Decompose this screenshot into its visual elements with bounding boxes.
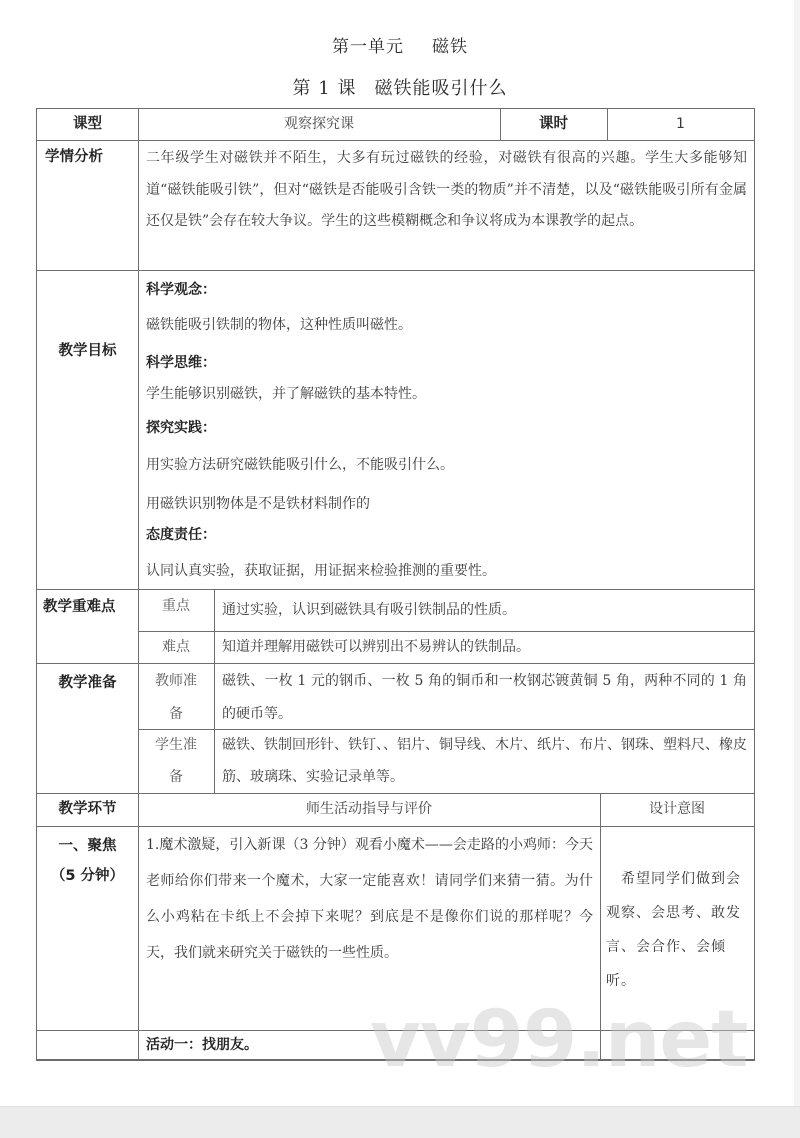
preparation-label: 教学准备 bbox=[58, 675, 117, 691]
objective-line: 用磁铁识别物体是不是铁材料制作的 bbox=[146, 496, 370, 512]
objective-line: 学生能够识别磁铁，并了解磁铁的基本特性。 bbox=[146, 386, 426, 402]
lesson-plan-table bbox=[36, 108, 755, 1061]
stage-1-activity: 1.魔术激疑，引入新课（3 分钟）观看小魔术——会走路的小鸡师：今天老师给你们带来一个魔术，大家一定能喜欢！请同学们来猜一猜。为什么小鸡粘在卡纸上不会掉下来呢？到底是不是像你们说的那样呢？今天，我们就来研究关于磁铁的一些性质。 bbox=[146, 837, 593, 961]
objective-heading-attitude: 态度责任： bbox=[146, 527, 216, 543]
lesson-name: 磁铁能吸引什么 bbox=[374, 78, 508, 99]
intent-header: 设计意图 bbox=[649, 801, 705, 817]
difficulty-label: 难点 bbox=[162, 639, 190, 655]
teacher-prep-label bbox=[138, 663, 214, 731]
unit-title: 第一单元 bbox=[332, 37, 404, 57]
unit-name: 磁铁 bbox=[432, 37, 468, 57]
teacher-prep-label-line1: 教师准 bbox=[155, 673, 197, 689]
course-type-label: 课型 bbox=[73, 116, 102, 132]
teacher-prep-label-line2: 备 bbox=[169, 706, 183, 722]
periods-value: 1 bbox=[676, 116, 685, 132]
objective-line: 用实验方法研究磁铁能吸引什么，不能吸引什么。 bbox=[146, 457, 454, 473]
lesson-heading bbox=[0, 74, 800, 100]
stage-1-label bbox=[37, 831, 138, 891]
page-edge bbox=[794, 0, 800, 1107]
stage-1-duration: （5 分钟） bbox=[50, 868, 125, 884]
objective-line: 磁铁能吸引铁制的物体，这种性质叫磁性。 bbox=[146, 317, 412, 333]
stage-header: 教学环节 bbox=[58, 801, 117, 817]
unit-heading bbox=[0, 32, 800, 57]
stage-1-title: 一、聚焦 bbox=[58, 838, 117, 854]
lesson-number: 第 1 课 bbox=[292, 78, 357, 99]
objective-heading-concept: 科学观念： bbox=[146, 282, 216, 298]
periods-label: 课时 bbox=[539, 116, 568, 132]
student-prep-label bbox=[138, 729, 214, 793]
course-type-value: 观察探究课 bbox=[284, 116, 354, 132]
key-points-label: 教学重难点 bbox=[43, 599, 116, 615]
focus-text: 通过实验，认识到磁铁具有吸引铁制品的性质。 bbox=[222, 602, 516, 618]
student-prep-label-line2: 备 bbox=[169, 769, 183, 785]
objective-line: 认同认真实验，获取证据，用证据来检验推测的重要性。 bbox=[146, 563, 496, 579]
activity-1-title: 活动一：找朋友。 bbox=[146, 1037, 258, 1053]
student-analysis-text: 二年级学生对磁铁并不陌生，大多有玩过磁铁的经验，对磁铁有很高的兴趣。学生大多能够知道“磁铁能吸引铁”，但对“磁铁是否能吸引含铁一类的物质”并不清楚，以及“磁铁能吸引所有金属还仅是铁”会存在较大争议。学生的这些模糊概念和争议将成为本课教学的起点。 bbox=[146, 150, 747, 229]
student-analysis-label: 学情分析 bbox=[45, 149, 103, 165]
student-prep-label-line1: 学生准 bbox=[155, 737, 197, 753]
difficulty-text: 知道并理解用磁铁可以辨别出不易辨认的铁制品。 bbox=[222, 639, 530, 655]
objectives-label: 教学目标 bbox=[58, 343, 117, 359]
student-prep-text: 磁铁、铁制回形针、铁钉、、铝片、铜导线、木片、纸片、布片、钢珠、塑料尺、橡皮筋、玻璃珠、实验记录单等。 bbox=[222, 737, 747, 785]
activity-header: 师生活动指导与评价 bbox=[306, 801, 432, 817]
teacher-prep-text: 磁铁、一枚 1 元的钢币、一枚 5 角的铜币和一枚钢芯镀黄铜 5 角，两种不同的 1 角的硬币等。 bbox=[222, 673, 747, 722]
objective-heading-thinking: 科学思维： bbox=[146, 355, 216, 371]
viewer-bottom-strip bbox=[0, 1106, 800, 1138]
objective-heading-practice: 探究实践： bbox=[146, 420, 216, 436]
focus-label: 重点 bbox=[162, 598, 190, 614]
stage-1-intent: 希望同学们做到会观察、会思考、敢发言、会合作、会倾听。 bbox=[606, 871, 741, 989]
watermark: vv99.net bbox=[370, 995, 748, 1085]
